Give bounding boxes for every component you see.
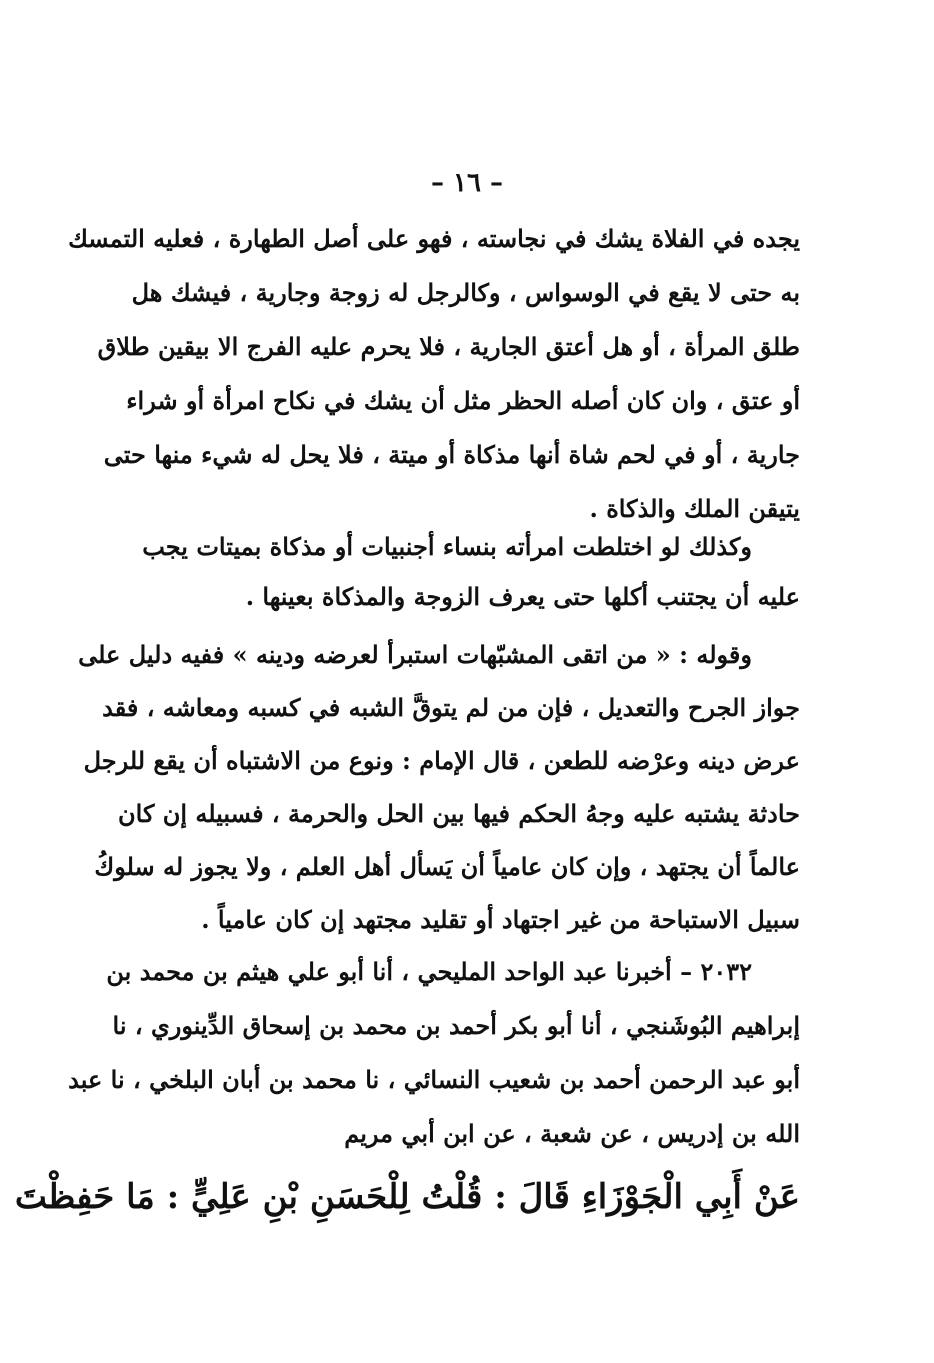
text-line: جارية ، أو في لحم شاة أنها مذكاة أو ميتة ، فلا يحل له شيء منها حتى — [103, 440, 800, 469]
paragraph-mixed-wives — [136, 522, 800, 622]
text-line: به حتى لا يقع في الوسواس ، وكالرجل له زوجة وجارية ، فيشك هل — [131, 278, 800, 307]
paragraph-purity-doubt — [68, 212, 800, 536]
paragraph-isnad-2032 — [68, 945, 800, 1161]
text-line: أو عتق ، وان كان أصله الحظر مثل أن يشك في نكاح امرأة أو شراء — [126, 386, 800, 415]
text-line: عليه أن يجتنب أكلها حتى يعرف الزوجة والمذكاة بعينها . — [245, 582, 800, 611]
text-line: عالماً أن يجتهد ، وإن كان عامياً أن يَسأل أهل العلم ، ولا يجوز له سلوكُ — [94, 852, 800, 881]
text-line: طلق المرأة ، أو هل أعتق الجارية ، فلا يحرم عليه الفرج الا بيقين طلاق — [97, 332, 800, 361]
text-line: عرض دينه وعرْضه للطعن ، قال الإمام : ونوع من الاشتباه أن يقع للرجل — [83, 746, 800, 775]
text-line: يتيقن الملك والذكاة . — [589, 494, 800, 523]
text-line: ٢٠٣٢ – أخبرنا عبد الواحد المليحي ، أنا أبو علي هيثم بن محمد بن — [106, 957, 752, 986]
text-line: وكذلك لو اختلطت امرأته بنساء أجنبيات أو مذكاة بميتات يجب — [142, 532, 752, 561]
text-line: إبراهيم البُوشَنجي ، أنا أبو بكر أحمد بن محمد بن إسحاق الدِّينوري ، نا — [112, 1011, 800, 1040]
text-line: يجده في الفلاة يشك في نجاسته ، فهو على أصل الطهارة ، فعليه التمسك — [68, 224, 800, 253]
text-line: أبو عبد الرحمن أحمد بن شعيب النسائي ، نا محمد بن أبان البلخي ، نا عبد — [68, 1065, 800, 1094]
text-line: حادثة يشتبه عليه وجهُ الحكم فيها بين الحل والحرمة ، فسبيله إن كان — [118, 799, 800, 828]
page-number: – ١٦ – — [430, 168, 504, 198]
text-line: وقوله : « من اتقى المشبّهات استبرأ لعرضه ودينه » ففيه دليل على — [78, 640, 752, 669]
hadith-text: عَنْ أَبِي الْجَوْزَاءِ قَالَ : قُلْتُ لِلْحَسَنِ بْنِ عَلِيٍّ : مَا حَفِظْتَ — [14, 1177, 800, 1217]
text-line: سبيل الاستباحة من غير اجتهاد أو تقليد مجتهد إن كان عامياً . — [201, 905, 800, 934]
paragraph-doubtful-matters — [78, 628, 800, 946]
text-line: جواز الجرح والتعديل ، فإن من لم يتوقَّ الشبه في كسبه ومعاشه ، فقد — [102, 693, 800, 722]
text-line: الله بن إدريس ، عن شعبة ، عن ابن أبي مريم — [344, 1119, 800, 1148]
